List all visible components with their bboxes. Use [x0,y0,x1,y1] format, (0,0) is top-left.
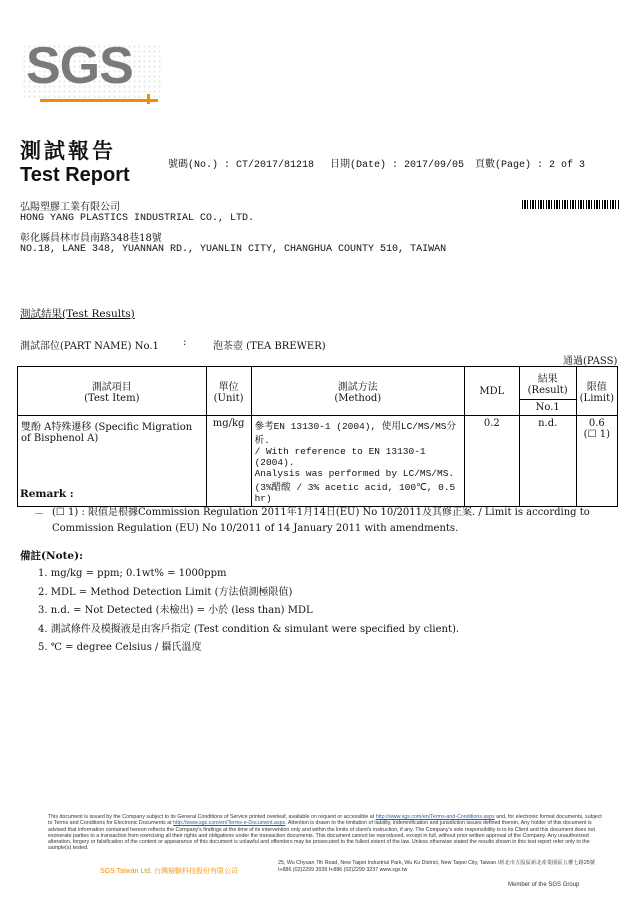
item-line: of Bisphenol A) [21,433,99,444]
header-test-item [18,367,207,416]
client-address-cn: 彰化縣員林市員南路348巷18號 [20,233,162,244]
method-line: Analysis was performed by LC/MS/MS. [254,468,455,479]
header-result-en: (Result) [527,385,568,396]
remark-line: (☐ 1) : 限值是根據Commission Regulation 2011年1月14日(EU) No 10/2011及其修正案. / Limit is according to [52,507,590,518]
header-unit-cn: 單位 [218,382,239,393]
cell-mdl: 0.2 [464,416,519,507]
header-item-cn: 測試項目 [91,382,132,393]
item-line: 雙酚 A特殊遷移 (Specific Migration [21,422,193,433]
header-result [519,367,576,400]
sgs-logo [22,36,162,108]
notes-list [38,565,459,658]
e-document-terms-link[interactable]: http://www.sgs.com/en/Terms-e-Document.aspx [173,820,286,827]
part-name-label: 測試部位(PART NAME) No.1 [20,341,159,352]
header-limit-cn: 限值 [586,382,607,393]
report-number: 號碼(No.) : CT/2017/81218 [168,160,315,171]
limit-note: (☐ 1) [583,429,610,440]
report-title-en: Test Report [20,164,130,186]
footer-company: SGS Taiwan Ltd. 台灣檢驗科技股份有限公司 [100,868,238,875]
page-number: 頁數(Page) : 2 of 3 [475,160,586,171]
header-item-en: (Test Item) [84,393,140,404]
terms-link[interactable]: http://www.sgs.com/en/Terms-and-Conditions.aspx [375,814,495,820]
method-line: (3%醋酸 / 3% acetic acid, 100℃, 0.5 hr) [254,482,456,504]
section-title: 測試結果(Test Results) [20,308,135,320]
list-item: 3. n.d. = Not Detected (未檢出) = 小於 (less than) MDL [38,605,313,616]
disclaimer-text: . Attention is drawn to the limitation of liability, indemnification and jurisdiction issues defined therein. Any holder of this document is advised that information contained hereon reflects the Company's findings at the time of its intervention only and within the limits of client's instruction, if any. The Company's sole responsibility is to its Client and this document does not exonerate parties to a transaction from exercising all their rights and obligations under the transaction documents. This document cannot be reproduced, except in full, without prior written approval of the Company. Any unauthorized alteration, forgery or falsification of the content or appearance of this document is unlawful and offenders may be prosecuted to the fullest extent of the law. Unless otherwise stated the results shown in this test report refer only to the sample(s) tested. [48,820,595,852]
part-name-colon: : [183,337,187,348]
logo-orange-tick [147,94,150,104]
footer-contact [278,860,595,874]
method-line: 參考EN 13130-1 (2004), 使用LC/MS/MS分析. [254,421,456,446]
remark-line: Commission Regulation (EU) No 10/2011 of 14 January 2011 with amendments. [52,523,459,534]
remark-title: Remark : [20,488,74,500]
remark-text [52,505,620,537]
remark-dash: － [34,509,44,520]
note-title: 備註(Note): [20,550,83,562]
client-address-en: NO.18, LANE 348, YUANNAN RD., YUANLIN CITY, CHANGHUA COUNTY 510, TAIWAN [20,244,447,255]
cell-unit: mg/kg [206,416,251,507]
footer-member: Member of the SGS Group [508,882,580,888]
client-name-en: HONG YANG PLASTICS INDUSTRIAL CO., LTD. [20,213,255,224]
pass-label: 通過(PASS) [563,356,618,367]
header-method-cn: 測試方法 [337,382,378,393]
header-limit-en: (Limit) [579,393,614,404]
header-result-cn: 結果 [537,374,558,385]
table-row [18,416,618,507]
limit-value: 0.6 [588,418,605,429]
logo-orange-bar [40,99,158,102]
header-unit-en: (Unit) [213,393,244,404]
part-name-value: 泡茶壺 (TEA BREWER) [213,341,326,352]
report-date: 日期(Date) : 2017/09/05 [330,160,465,171]
list-item: 1. mg/kg = ppm; 0.1wt% = 1000ppm [38,568,227,579]
list-item: 2. MDL = Method Detection Limit (方法偵測極限值) [38,586,293,598]
footer-phone: t+886 (02)2299 3939 f+886 (02)2299 3237 www.sgs.tw [278,867,408,873]
header-method-en: (Method) [334,393,382,404]
list-item: 5. ℃ = degree Celsius / 攝氏溫度 [38,642,202,653]
results-table [17,366,618,507]
header-method [251,367,464,416]
list-item: 4. 測試條件及模擬液是由客戶指定 (Test condition & simulant were specified by client). [38,623,460,635]
cell-result: n.d. [519,416,576,507]
header-result-sample: No.1 [519,400,576,416]
footer-disclaimer [48,814,603,852]
barcode [522,200,620,209]
report-title-cn: 測試報告 [20,138,116,163]
header-mdl: MDL [464,367,519,416]
header-unit [206,367,251,416]
disclaimer-text: This document is issued by the Company subject to its General Conditions of Service printed overleaf, available on request or accessible at [48,814,375,820]
logo-text: SGS [26,37,133,95]
client-name-cn: 弘陽塑膠工業有限公司 [20,202,120,213]
cell-limit [576,416,617,507]
footer-address: 25, Wu Chyuan 7th Road, New Taipei Industrial Park, Wu Ku District, New Taipei City, Taiwan /新北市五股區新北產業園區五權七路25號 [278,860,596,866]
header-limit [576,367,617,416]
cell-method [251,416,464,507]
disclaimer-text: and, for electronic format documents, subject to Terms and Conditions for Electronic Documents at [48,814,602,827]
method-line: / With reference to EN 13130-1 (2004). [254,446,426,468]
